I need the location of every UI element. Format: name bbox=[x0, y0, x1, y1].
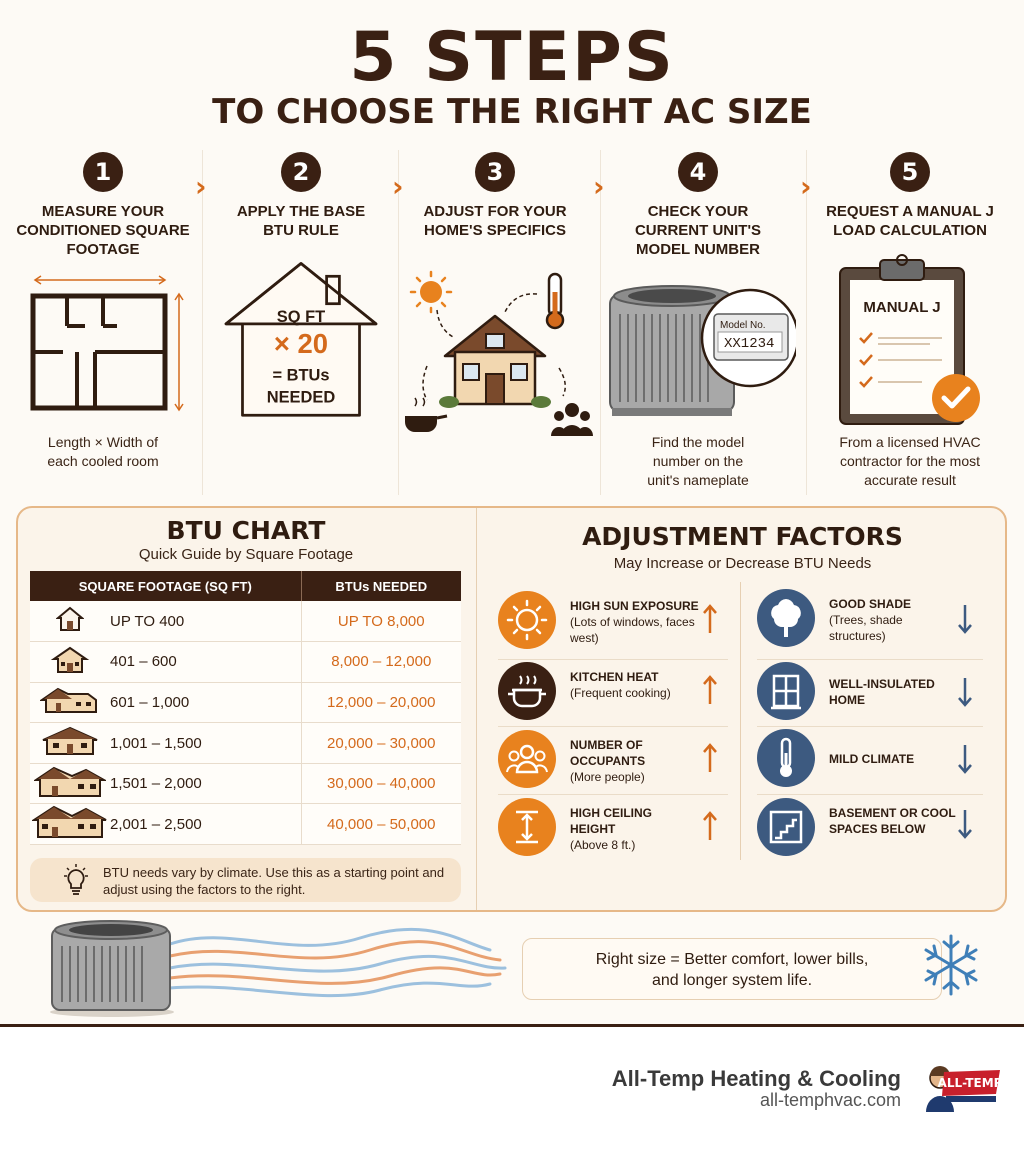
step-title: APPLY THE BASE BTU RULE bbox=[236, 203, 366, 239]
chevron-right-icon: › bbox=[195, 170, 207, 203]
panel-divider bbox=[476, 508, 477, 910]
arrow-up-icon bbox=[702, 674, 718, 706]
house-icon bbox=[30, 804, 110, 845]
tagline-line-1: Right size = Better comfort, lower bills, bbox=[595, 951, 869, 968]
factor-title: HIGH SUN EXPOSURE bbox=[570, 599, 699, 613]
sqft-value: 401 – 600 bbox=[110, 642, 301, 683]
btu-value: 20,000 – 30,000 bbox=[301, 723, 461, 764]
step-3 bbox=[397, 150, 593, 495]
step-title: REQUEST A MANUAL J LOAD CALCULATION bbox=[826, 203, 994, 239]
sun-icon bbox=[498, 591, 556, 649]
ac-airflow-illustration bbox=[40, 914, 510, 1018]
ceiling-height-icon bbox=[498, 798, 556, 856]
step-5 bbox=[812, 150, 1008, 495]
window-icon bbox=[757, 662, 815, 720]
factor-detail: (Trees, shade structures) bbox=[829, 613, 903, 643]
table-row bbox=[30, 601, 461, 642]
formula-line-4: NEEDED bbox=[266, 388, 336, 407]
tree-icon bbox=[757, 589, 815, 647]
arrow-down-icon bbox=[957, 743, 973, 775]
ac-unit-nameplate-icon bbox=[600, 280, 796, 430]
factor-detail: (Frequent cooking) bbox=[570, 686, 671, 700]
stairs-icon bbox=[757, 798, 815, 856]
lightbulb-icon bbox=[60, 864, 92, 896]
step-description: From a licensed HVAC contractor for the most accurate result bbox=[839, 434, 981, 488]
factor-title: WELL-INSULATED HOME bbox=[829, 677, 935, 707]
page-title: 5 STEPS bbox=[349, 18, 675, 97]
tagline-line-2: and longer system life. bbox=[651, 972, 813, 989]
step-number: 1 bbox=[83, 152, 123, 192]
btu-value: 30,000 – 40,000 bbox=[301, 763, 461, 804]
factor-mild-climate bbox=[757, 729, 987, 797]
house-icon bbox=[30, 682, 110, 723]
house-icon bbox=[30, 723, 110, 764]
col-header-btu: BTUs NEEDED bbox=[301, 571, 461, 601]
factor-detail: (More people) bbox=[570, 770, 645, 784]
factor-divider bbox=[757, 726, 983, 727]
house-icon bbox=[30, 642, 110, 683]
sqft-value: 1,001 – 1,500 bbox=[110, 723, 301, 764]
adjustment-title: ADJUSTMENT FACTORS bbox=[582, 522, 903, 551]
btu-value: 8,000 – 12,000 bbox=[301, 642, 461, 683]
step-title: ADJUST FOR YOUR HOME'S SPECIFICS bbox=[423, 203, 567, 239]
factor-divider bbox=[498, 659, 728, 660]
step-2 bbox=[203, 150, 399, 495]
model-label: Model No. bbox=[720, 320, 766, 331]
step-title: CHECK YOUR CURRENT UNIT'S MODEL NUMBER bbox=[634, 203, 762, 258]
factor-ceiling-height bbox=[498, 798, 728, 866]
step-1 bbox=[5, 150, 201, 495]
chevron-right-icon: › bbox=[800, 170, 812, 203]
factor-title: MILD CLIMATE bbox=[829, 752, 915, 766]
step-number: 5 bbox=[890, 152, 930, 192]
btu-chart-title: BTU CHART bbox=[166, 516, 326, 545]
factor-divider bbox=[498, 794, 728, 795]
sqft-value: 2,001 – 2,500 bbox=[110, 804, 301, 845]
btu-chart-subtitle: Quick Guide by Square Footage bbox=[138, 546, 354, 563]
step-description: Length × Width of each cooled room bbox=[47, 434, 159, 469]
factor-divider bbox=[757, 794, 983, 795]
chevron-right-icon: › bbox=[593, 170, 605, 203]
factor-detail: (Lots of windows, faces west) bbox=[570, 615, 695, 645]
factor-kitchen-heat bbox=[498, 662, 728, 730]
tagline-box bbox=[522, 938, 942, 1000]
sqft-value: 601 – 1,000 bbox=[110, 682, 301, 723]
factor-occupants bbox=[498, 730, 728, 798]
btu-value: 12,000 – 20,000 bbox=[301, 682, 461, 723]
factor-divider bbox=[757, 659, 983, 660]
house-formula-icon bbox=[203, 258, 399, 418]
arrow-down-icon bbox=[957, 676, 973, 708]
step-number: 2 bbox=[281, 152, 321, 192]
factor-title: GOOD SHADE bbox=[829, 597, 912, 611]
arrow-down-icon bbox=[957, 603, 973, 635]
brand-name: All-Temp Heating & Cooling bbox=[611, 1066, 901, 1091]
tip-text: BTU needs vary by climate. Use this as a starting point and adjust using the factors to the right. bbox=[103, 865, 445, 897]
factor-title: BASEMENT OR COOL SPACES BELOW bbox=[829, 806, 956, 836]
arrow-down-icon bbox=[957, 808, 973, 840]
logo-text: ALL-TEMP bbox=[937, 1076, 1002, 1090]
formula-line-2: × 20 bbox=[273, 328, 329, 360]
arrow-up-icon bbox=[702, 603, 718, 635]
table-row bbox=[30, 763, 461, 804]
home-specifics-icon bbox=[397, 266, 593, 441]
step-description: Find the model number on the unit's nameplate bbox=[647, 434, 749, 488]
step-number: 4 bbox=[678, 152, 718, 192]
factor-title: KITCHEN HEAT bbox=[570, 670, 659, 684]
factor-divider bbox=[498, 726, 728, 727]
btu-table bbox=[30, 571, 461, 845]
table-row bbox=[30, 804, 461, 845]
floor-plan-icon bbox=[5, 268, 201, 428]
model-value: XX1234 bbox=[724, 336, 775, 352]
factor-good-shade bbox=[757, 589, 987, 657]
page-subtitle: TO CHOOSE THE RIGHT AC SIZE bbox=[212, 92, 812, 132]
climate-tip bbox=[30, 858, 461, 902]
factor-well-insulated bbox=[757, 662, 987, 730]
factor-title: HIGH CEILING HEIGHT bbox=[570, 806, 653, 836]
factor-detail: (Above 8 ft.) bbox=[570, 838, 636, 852]
sqft-value: UP TO 400 bbox=[110, 601, 301, 642]
all-temp-logo bbox=[922, 1062, 1002, 1114]
pot-icon bbox=[498, 662, 556, 720]
chevron-right-icon: › bbox=[392, 170, 404, 203]
factor-title: NUMBER OF OCCUPANTS bbox=[570, 738, 646, 768]
house-icon bbox=[30, 601, 110, 642]
step-title: MEASURE YOUR CONDITIONED SQUARE FOOTAGE bbox=[16, 203, 190, 258]
adjustment-subtitle: May Increase or Decrease BTU Needs bbox=[613, 555, 872, 572]
clipboard-icon bbox=[812, 250, 1008, 430]
factor-high-sun bbox=[498, 591, 728, 659]
house-icon bbox=[30, 763, 110, 804]
adjustment-divider bbox=[740, 582, 741, 860]
btu-value: UP TO 8,000 bbox=[301, 601, 461, 642]
factor-basement bbox=[757, 798, 987, 866]
col-header-sqft: SQUARE FOOTAGE (SQ FT) bbox=[30, 571, 301, 601]
table-row bbox=[30, 682, 461, 723]
website-link[interactable]: all-temphvac.com bbox=[759, 1090, 901, 1110]
btu-value: 40,000 – 50,000 bbox=[301, 804, 461, 845]
sqft-value: 1,501 – 2,000 bbox=[110, 763, 301, 804]
formula-line-3: = BTUs bbox=[272, 366, 330, 385]
arrow-up-icon bbox=[702, 742, 718, 774]
clipboard-label: MANUAL J bbox=[863, 299, 941, 316]
formula-line-1: SQ FT bbox=[276, 308, 326, 326]
table-row bbox=[30, 723, 461, 764]
thermometer-icon bbox=[757, 729, 815, 787]
people-icon bbox=[498, 730, 556, 788]
step-number: 3 bbox=[475, 152, 515, 192]
arrow-up-icon bbox=[702, 810, 718, 842]
table-row bbox=[30, 642, 461, 683]
snowflake-icon bbox=[918, 932, 984, 998]
step-4 bbox=[600, 150, 796, 495]
